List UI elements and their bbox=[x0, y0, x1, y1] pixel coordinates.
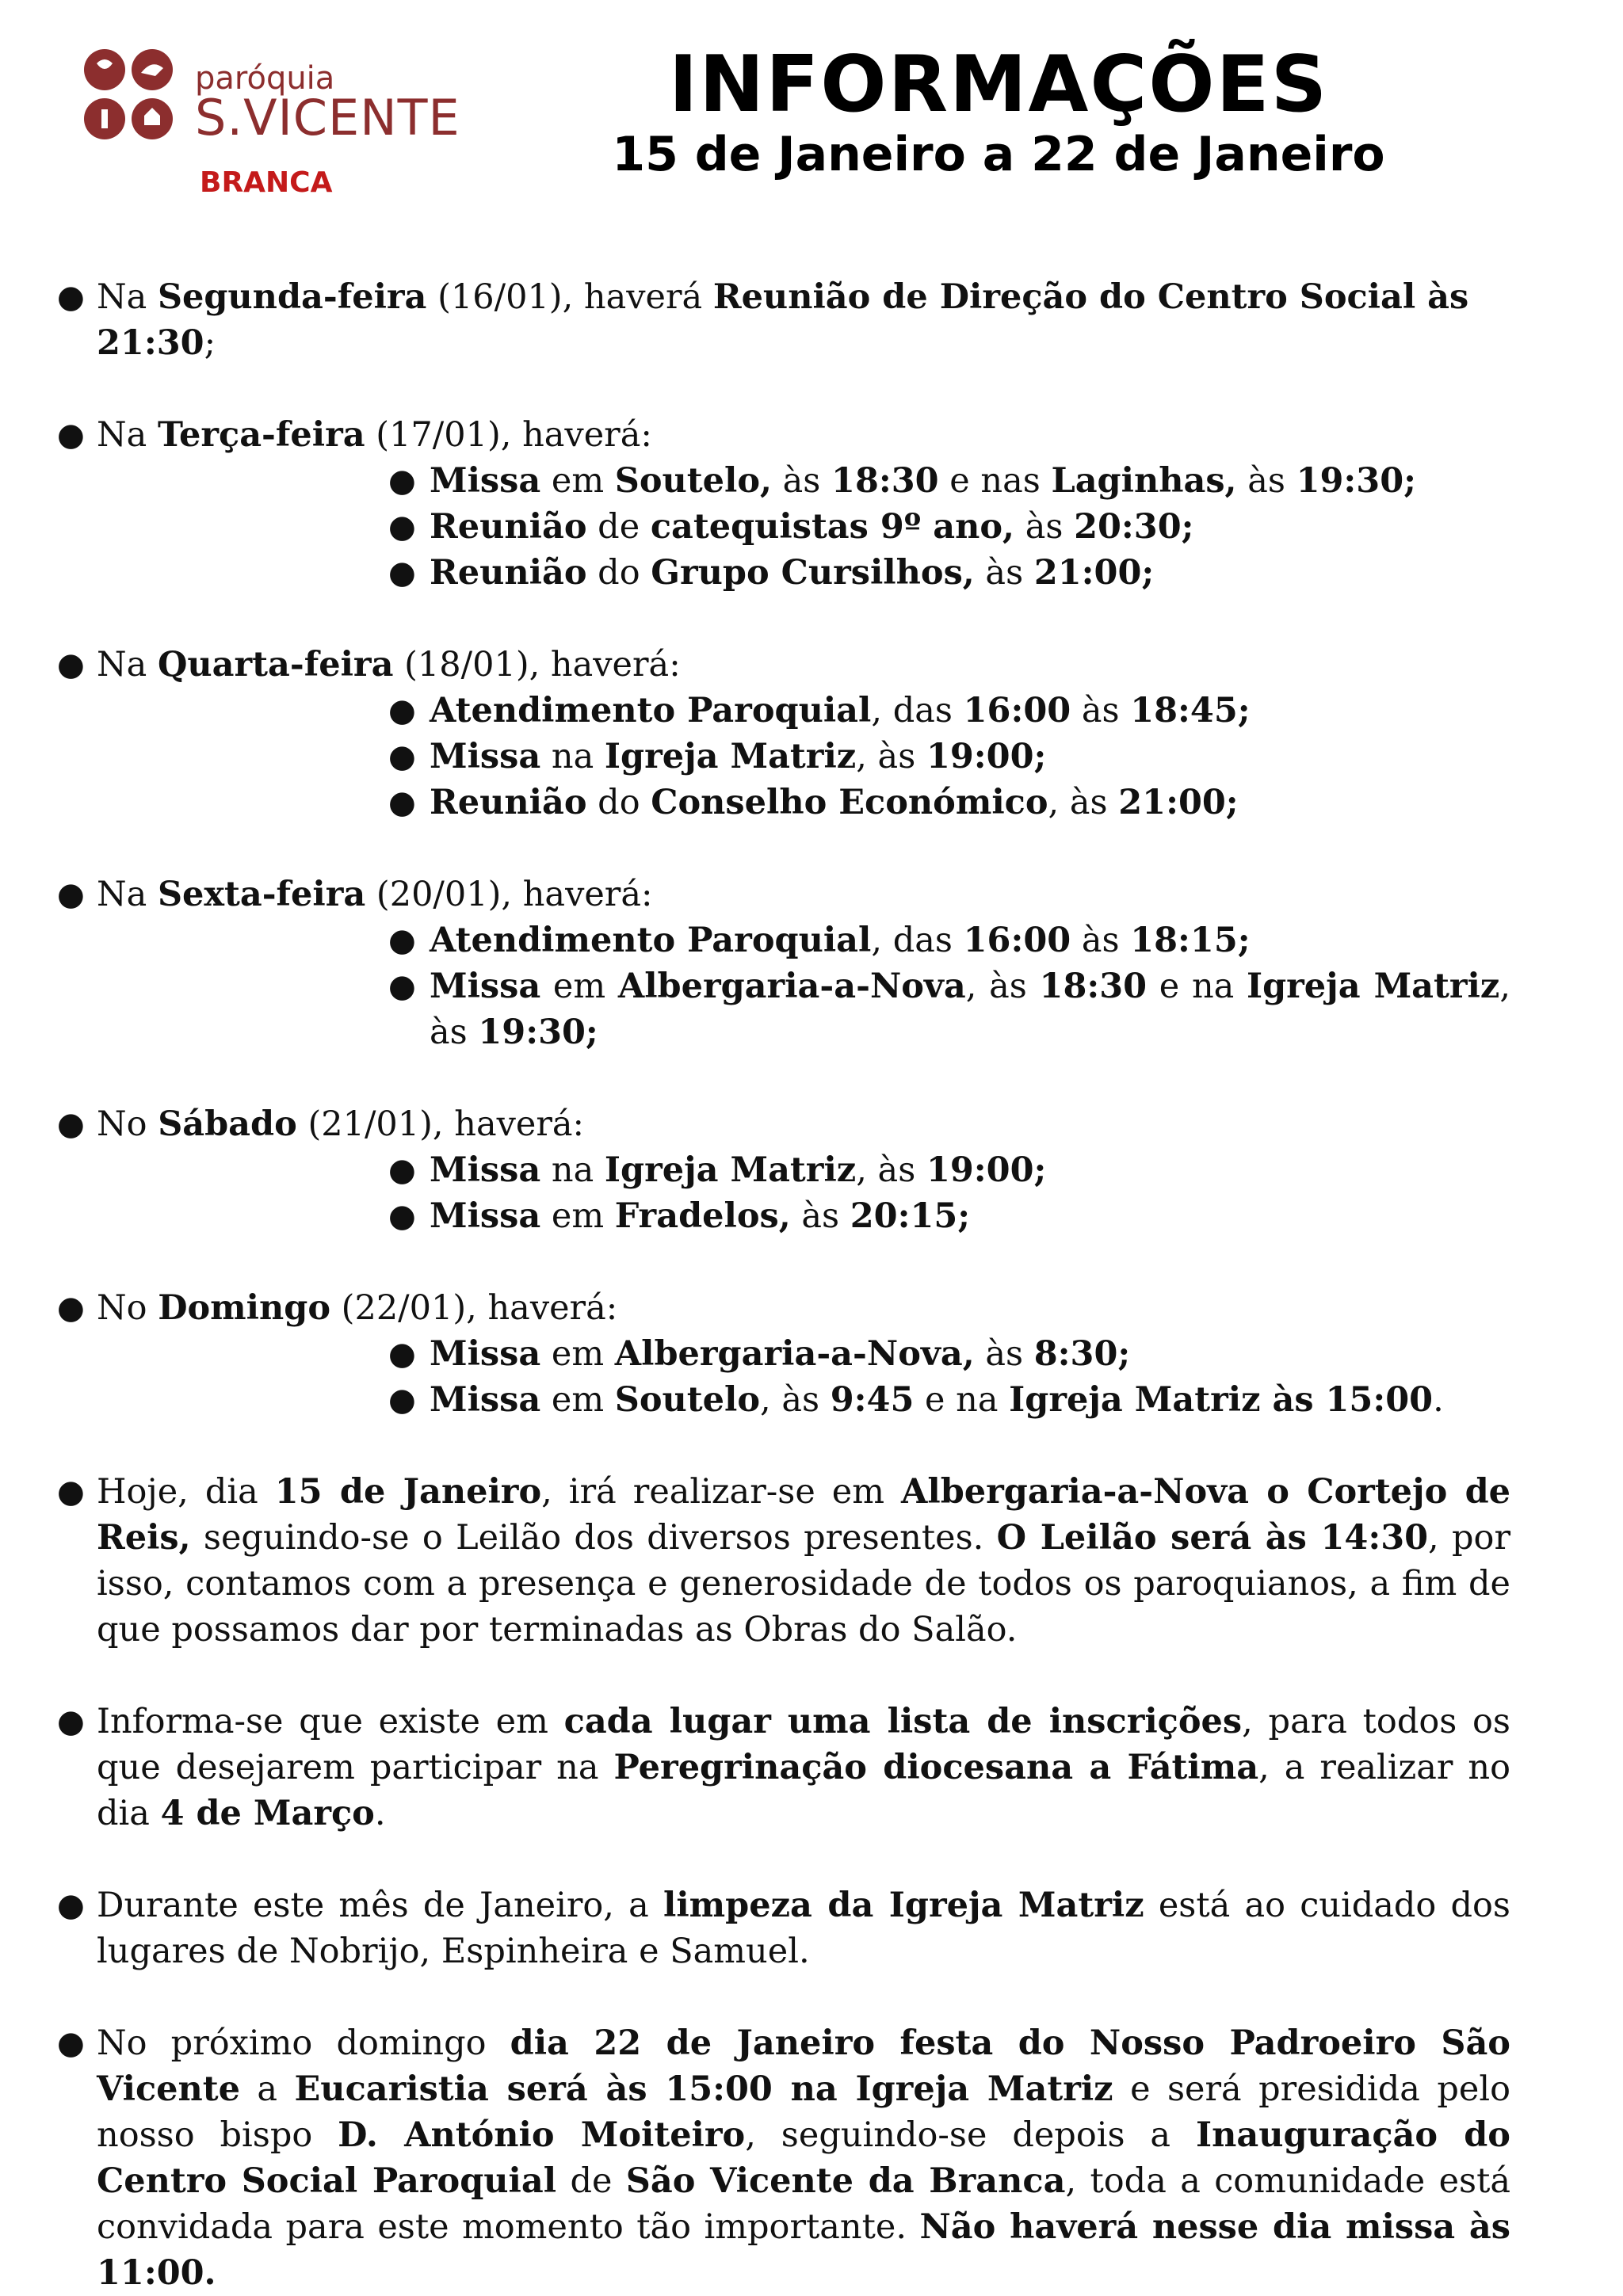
bullet-icon: ● bbox=[57, 646, 85, 683]
text-run: Missa bbox=[430, 1380, 541, 1420]
text-run: Grupo Cursilhos, bbox=[651, 553, 975, 593]
text-run: e nas bbox=[938, 461, 1052, 501]
bullet-icon: ● bbox=[57, 1474, 85, 1510]
text-run: às bbox=[1071, 921, 1131, 960]
text-run: do bbox=[586, 553, 651, 593]
text-run: , irá realizar-se em bbox=[541, 1472, 902, 1512]
text-run: cada lugar uma lista de inscrições bbox=[563, 1702, 1243, 1741]
announcement-item bbox=[52, 1469, 1510, 1653]
text-run: 21:00; bbox=[1118, 783, 1239, 822]
text-run: 4 de Março bbox=[160, 1794, 375, 1833]
bullet-icon: ● bbox=[388, 784, 416, 821]
text-run: Não haverá nesse dia missa às 11:00. bbox=[97, 2207, 1510, 2293]
text-run: . bbox=[374, 1794, 386, 1833]
text-run: No próximo domingo bbox=[97, 2023, 510, 2063]
text-run: Reunião de Direção do Centro Social às 21:30 bbox=[97, 277, 1469, 363]
text-run: (20/01), haverá: bbox=[365, 875, 653, 914]
text-run: , toda a comunidade está convidada para este momento tão importante. bbox=[97, 2161, 1511, 2247]
announcement-item bbox=[52, 1882, 1510, 1974]
page-subtitle: 15 de Janeiro a 22 de Janeiro bbox=[612, 127, 1385, 182]
text-run: 19:30; bbox=[1296, 461, 1417, 501]
text-run: 16:00 bbox=[963, 921, 1071, 960]
announcement-text bbox=[57, 1285, 1510, 1331]
text-run: 18:45; bbox=[1130, 691, 1251, 730]
announcement-item bbox=[52, 642, 1510, 826]
announcement-text bbox=[57, 642, 1510, 688]
sub-list-item bbox=[382, 458, 1510, 504]
bullet-icon: ● bbox=[388, 692, 416, 729]
text-run: Sábado bbox=[158, 1104, 297, 1144]
sub-list bbox=[382, 688, 1510, 826]
announcements-list bbox=[52, 274, 1510, 2296]
bullet-icon: ● bbox=[57, 1887, 85, 1924]
text-run: às bbox=[1236, 461, 1296, 501]
announcement-text bbox=[57, 2020, 1511, 2296]
text-run: Albergaria-a-Nova, bbox=[614, 1334, 975, 1374]
text-run: No bbox=[97, 1104, 158, 1144]
sub-list-item bbox=[382, 734, 1510, 780]
text-run: , para todos os que desejarem participar na bbox=[97, 1702, 1511, 1787]
sub-list bbox=[382, 1331, 1510, 1423]
bullet-icon: ● bbox=[57, 1106, 85, 1142]
text-run: , às bbox=[1048, 783, 1119, 822]
text-run: Conselho Económico bbox=[651, 783, 1048, 822]
text-run: e na bbox=[1147, 967, 1247, 1006]
text-run: às bbox=[974, 1334, 1034, 1374]
text-run: , às bbox=[760, 1380, 831, 1420]
bullet-icon: ● bbox=[388, 738, 416, 775]
text-run: Na bbox=[97, 415, 158, 455]
text-run: (16/01), haverá bbox=[426, 277, 713, 317]
bullet-icon: ● bbox=[388, 509, 416, 545]
text-run: , seguindo-se depois a bbox=[745, 2115, 1196, 2155]
announcement-item bbox=[52, 1285, 1510, 1423]
text-run: em bbox=[540, 461, 615, 501]
announcement-item bbox=[52, 2020, 1510, 2296]
announcement-item bbox=[52, 1101, 1510, 1239]
text-run: São Vicente da Branca bbox=[625, 2161, 1066, 2201]
text-run: 18:30 bbox=[831, 461, 939, 501]
text-run: na bbox=[540, 737, 605, 776]
text-run: Igreja Matriz bbox=[1246, 967, 1500, 1006]
text-run: em bbox=[540, 1380, 615, 1420]
text-run: Quarta-feira bbox=[157, 645, 394, 685]
text-run: 18:15; bbox=[1130, 921, 1251, 960]
text-run: Atendimento Paroquial bbox=[430, 921, 872, 960]
text-run: Na bbox=[97, 875, 158, 914]
text-run: Terça-feira bbox=[157, 415, 365, 455]
text-run: , às bbox=[856, 1150, 926, 1190]
sub-list bbox=[382, 458, 1510, 596]
bullet-icon: ● bbox=[388, 1198, 416, 1234]
text-run: No bbox=[97, 1288, 158, 1328]
text-run: Missa bbox=[430, 1334, 541, 1374]
text-run: (22/01), haverá: bbox=[330, 1288, 618, 1328]
text-run: Hoje, dia bbox=[97, 1472, 275, 1512]
text-run: às bbox=[790, 1196, 850, 1236]
text-run: , às bbox=[430, 967, 1510, 1052]
sub-list-item bbox=[382, 1147, 1510, 1193]
text-run: D. António Moiteiro bbox=[338, 2115, 746, 2155]
text-run: Reunião bbox=[430, 783, 587, 822]
announcement-text bbox=[57, 1469, 1511, 1653]
text-run: Sexta-feira bbox=[157, 875, 366, 914]
sub-list bbox=[382, 917, 1510, 1055]
text-run: (18/01), haverá: bbox=[393, 645, 681, 685]
text-run: O Leilão será às 14:30 bbox=[996, 1518, 1429, 1558]
text-run: 15 de Janeiro bbox=[274, 1472, 542, 1512]
text-run: de bbox=[556, 2161, 626, 2201]
text-run: 18:30 bbox=[1039, 967, 1148, 1006]
sub-list-item bbox=[382, 917, 1510, 963]
text-run: ; bbox=[204, 323, 216, 363]
announcement-text bbox=[57, 1882, 1510, 1974]
text-run: Igreja Matriz às 15:00 bbox=[1009, 1380, 1434, 1420]
bullet-icon: ● bbox=[57, 1703, 85, 1740]
sub-list-item bbox=[382, 1377, 1510, 1423]
text-run: Inauguração do Centro Social Paroquial bbox=[97, 2115, 1510, 2201]
text-run: seguindo-se o Leilão dos diversos presentes. bbox=[190, 1518, 997, 1558]
text-run: Na bbox=[97, 645, 158, 685]
sub-list-item bbox=[382, 963, 1510, 1055]
announcement-text bbox=[57, 274, 1510, 366]
text-run: às bbox=[1014, 507, 1075, 547]
text-run: , às bbox=[856, 737, 926, 776]
text-run: Missa bbox=[430, 1150, 541, 1190]
bullet-icon: ● bbox=[57, 2025, 85, 2061]
bullet-icon: ● bbox=[388, 1382, 416, 1418]
text-run: a bbox=[239, 2069, 295, 2109]
text-run: dia 22 de Janeiro festa do Nosso Padroeiro São Vicente bbox=[97, 2023, 1510, 2109]
text-run: 8:30; bbox=[1033, 1334, 1131, 1374]
text-run: Fradelos, bbox=[614, 1196, 791, 1236]
text-run: Soutelo, bbox=[614, 461, 772, 501]
announcement-text bbox=[57, 871, 1510, 917]
text-run: Albergaria-a-Nova o Cortejo de Reis, bbox=[97, 1472, 1511, 1558]
bullet-icon: ● bbox=[388, 463, 416, 499]
announcement-text bbox=[57, 1101, 1510, 1147]
announcement-text bbox=[57, 412, 1510, 458]
logo-branca-text: BRANCA bbox=[200, 166, 333, 199]
text-run: limpeza da Igreja Matriz bbox=[663, 1886, 1144, 1925]
text-run: Durante este mês de Janeiro, a bbox=[97, 1886, 663, 1925]
bullet-icon: ● bbox=[388, 1152, 416, 1188]
sub-list bbox=[382, 1147, 1510, 1239]
text-run: às bbox=[974, 553, 1034, 593]
text-run: em bbox=[540, 967, 618, 1006]
text-run: , das bbox=[871, 691, 964, 730]
bullet-icon: ● bbox=[57, 1290, 85, 1326]
text-run: às bbox=[771, 461, 832, 501]
parish-logo bbox=[82, 43, 460, 201]
bullet-icon: ● bbox=[388, 555, 416, 591]
text-run: , por isso, contamos com a presença e generosidade de todos os paroquianos, a fim de que possamos dar por terminadas as Obras do Salão. bbox=[97, 1518, 1510, 1650]
bullet-icon: ● bbox=[388, 922, 416, 959]
text-run: Na bbox=[97, 277, 158, 317]
text-run: Igreja Matriz bbox=[604, 1150, 857, 1190]
bullet-icon: ● bbox=[57, 417, 85, 453]
text-run: às bbox=[1071, 691, 1131, 730]
sub-list-item bbox=[382, 780, 1510, 826]
text-run: Domingo bbox=[158, 1288, 331, 1328]
text-run: Reunião bbox=[430, 507, 587, 547]
text-run: em bbox=[540, 1196, 615, 1236]
text-run: em bbox=[540, 1334, 615, 1374]
text-run: Peregrinação diocesana a Fátima bbox=[613, 1748, 1259, 1787]
text-run: . bbox=[1433, 1380, 1444, 1420]
announcement-text bbox=[57, 1699, 1511, 1836]
bullet-icon: ● bbox=[388, 968, 416, 1005]
sub-list-item bbox=[382, 504, 1510, 550]
announcement-item bbox=[52, 412, 1510, 596]
logo-big-text: S.VICENTE bbox=[195, 89, 460, 147]
sub-list-item bbox=[382, 1193, 1510, 1239]
sub-list-item bbox=[382, 688, 1510, 734]
text-run: na bbox=[540, 1150, 605, 1190]
announcement-item bbox=[52, 274, 1510, 366]
text-run: 16:00 bbox=[963, 691, 1071, 730]
logo-small-text: paróquia bbox=[195, 60, 335, 97]
text-run: de bbox=[586, 507, 651, 547]
text-run: catequistas 9º ano, bbox=[650, 507, 1015, 547]
text-run: Soutelo bbox=[614, 1380, 761, 1420]
text-run: 20:30; bbox=[1074, 507, 1194, 547]
bullet-icon: ● bbox=[57, 876, 85, 913]
text-run: , das bbox=[871, 921, 964, 960]
text-run: 19:00; bbox=[926, 1150, 1047, 1190]
text-run: Albergaria-a-Nova bbox=[617, 967, 966, 1006]
announcement-item bbox=[52, 871, 1510, 1055]
text-run: Atendimento Paroquial bbox=[430, 691, 872, 730]
text-run: do bbox=[586, 783, 651, 822]
text-run: Igreja Matriz bbox=[604, 737, 857, 776]
text-run: 19:00; bbox=[926, 737, 1047, 776]
text-run: 20:15; bbox=[850, 1196, 971, 1236]
text-run: , a realizar no dia bbox=[97, 1748, 1510, 1833]
sub-list-item bbox=[382, 1331, 1510, 1377]
text-run: Missa bbox=[430, 737, 541, 776]
text-run: está ao cuidado dos lugares de Nobrijo, Espinheira e Samuel. bbox=[97, 1886, 1510, 1971]
text-run: Eucaristia será às 15:00 na Igreja Matriz bbox=[294, 2069, 1113, 2109]
text-run: 19:30; bbox=[478, 1013, 598, 1052]
bullet-icon: ● bbox=[57, 279, 85, 315]
announcement-item bbox=[52, 1699, 1510, 1836]
bullet-icon: ● bbox=[388, 1336, 416, 1372]
text-run: 21:00; bbox=[1033, 553, 1155, 593]
text-run: e na bbox=[914, 1380, 1010, 1420]
text-run: (17/01), haverá: bbox=[365, 415, 652, 455]
text-run: Laginhas, bbox=[1051, 461, 1237, 501]
text-run: (21/01), haverá: bbox=[296, 1104, 585, 1144]
text-run: 9:45 bbox=[830, 1380, 915, 1420]
text-run: Informa-se que existe em bbox=[97, 1702, 564, 1741]
sub-list-item bbox=[382, 550, 1510, 596]
text-run: Segunda-feira bbox=[157, 277, 427, 317]
parish-logo-icon bbox=[82, 43, 178, 146]
text-run: Missa bbox=[430, 461, 541, 501]
text-run: e será presidida pelo nosso bispo bbox=[97, 2069, 1510, 2155]
text-run: Reunião bbox=[430, 553, 587, 593]
page-title: INFORMAÇÕES bbox=[668, 40, 1329, 130]
text-run: Missa bbox=[430, 1196, 541, 1236]
text-run: , às bbox=[965, 967, 1040, 1006]
text-run: Missa bbox=[430, 967, 541, 1006]
